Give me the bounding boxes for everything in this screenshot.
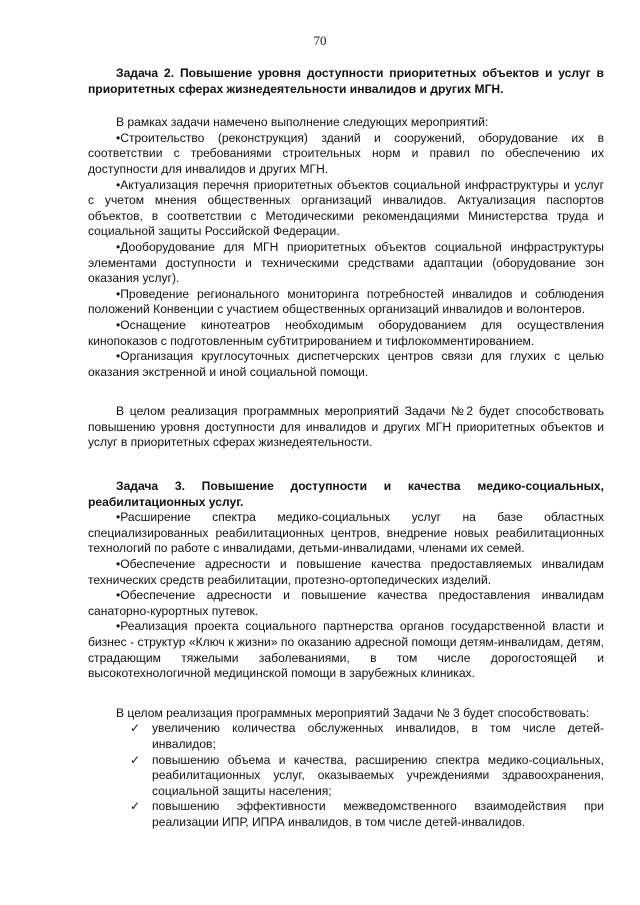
task2-bullet: •Организация круглосуточных диспетчерских центров связи для глухих с целью оказания экстренной и иной социальной помощи. xyxy=(88,349,604,379)
page-number: 70 xyxy=(313,33,327,48)
document-body xyxy=(88,66,604,831)
list-item: ✓ повышению эффективности межведомственного взаимодействия при реализации ИПР, ИПРА инвалидов, в том числе детей-инвалидов. xyxy=(130,799,604,829)
task2-title: Задача 2. Повышение уровня доступности приоритетных объектов и услуг в приоритетных сферах жизнедеятельности инвалидов и других МГН. xyxy=(88,66,604,96)
checkmark-icon: ✓ xyxy=(130,721,141,736)
task2-bullet: •Строительство (реконструкция) зданий и сооружений, оборудование их в соответствии с требованиями строительных норм и правил по обеспечению их доступности для инвалидов и других МГН. xyxy=(88,130,604,176)
task3-bullet: •Обеспечение адресности и повышение качества предоставляемых инвалидам технических средств реабилитации, протезно-ортопедических изделий. xyxy=(88,557,604,587)
checkmark-icon: ✓ xyxy=(130,799,141,814)
list-item: ✓ увеличению количества обслуженных инвалидов, в том числе детей-инвалидов; xyxy=(130,721,604,751)
list-item: ✓ повышению объема и качества, расширению спектра медико-социальных, реабилитационных услуг, оказываемых учреждениями здравоохранения, социальной защиты населения; xyxy=(130,752,604,798)
task3-summary: В целом реализация программных мероприятий Задачи № 3 будет способствовать: xyxy=(116,705,590,720)
task3-title: Задача 3. Повышение доступности и качества медико-социальных, реабилитационных услуг. xyxy=(88,479,604,509)
task3-checklist xyxy=(88,721,604,830)
checkmark-icon: ✓ xyxy=(130,752,141,767)
task2-intro: В рамках задачи намечено выполнение следующих мероприятий: xyxy=(116,115,489,130)
task3-bullet: •Расширение спектра медико-социальных услуг на базе областных специализированных реабилитационных центров, внедрение новых реабилитационных технологий по работе с инвалидами, детьми-инвалидами, членами их семей. xyxy=(88,510,604,556)
task3-bullet: •Реализация проекта социального партнерства органов государственной власти и бизнес - структур «Ключ к жизни» по оказанию адресной помощи детям-инвалидам, детям, страдающим тяжелыми заболеваниями, в том числе дорогостоящей и высокотехнологичной медицинской помощи в зарубежных клиниках. xyxy=(88,619,604,681)
task2-bullet: •Проведение регионального мониторинга потребностей инвалидов и соблюдения положений Конвенции с участием общественных организаций инвалидов и волонтеров. xyxy=(88,286,604,317)
task2-summary: В целом реализация программных мероприятий Задачи №2 будет способствовать повышению уровня доступности для инвалидов и других МГН приоритетных объектов и услуг в приоритетных сферах жизнедеятельности. xyxy=(88,404,604,450)
task2-bullet: •Оснащение кинотеатров необходимым оборудованием для осуществления кинопоказов с подготовленным субтитрированием и тифлокомментированием. xyxy=(88,317,604,348)
task3-bullet: •Обеспечение адресности и повышение качества предоставления инвалидам санаторно-курортных путевок. xyxy=(88,588,604,618)
task2-bullet: •Дооборудование для МГН приоритетных объектов социальной инфраструктуры элементами доступности и техническими средствами адаптации (оборудование зон оказания услуг). xyxy=(88,239,604,286)
task2-bullet: •Актуализация перечня приоритетных объектов социальной инфраструктуры и услуг с учетом мнения общественных организаций инвалидов. Актуализация паспортов объектов, в соответствии с Методическими рекомендациями Министерства труда и социальной защиты Российской Федерации. xyxy=(88,177,604,239)
